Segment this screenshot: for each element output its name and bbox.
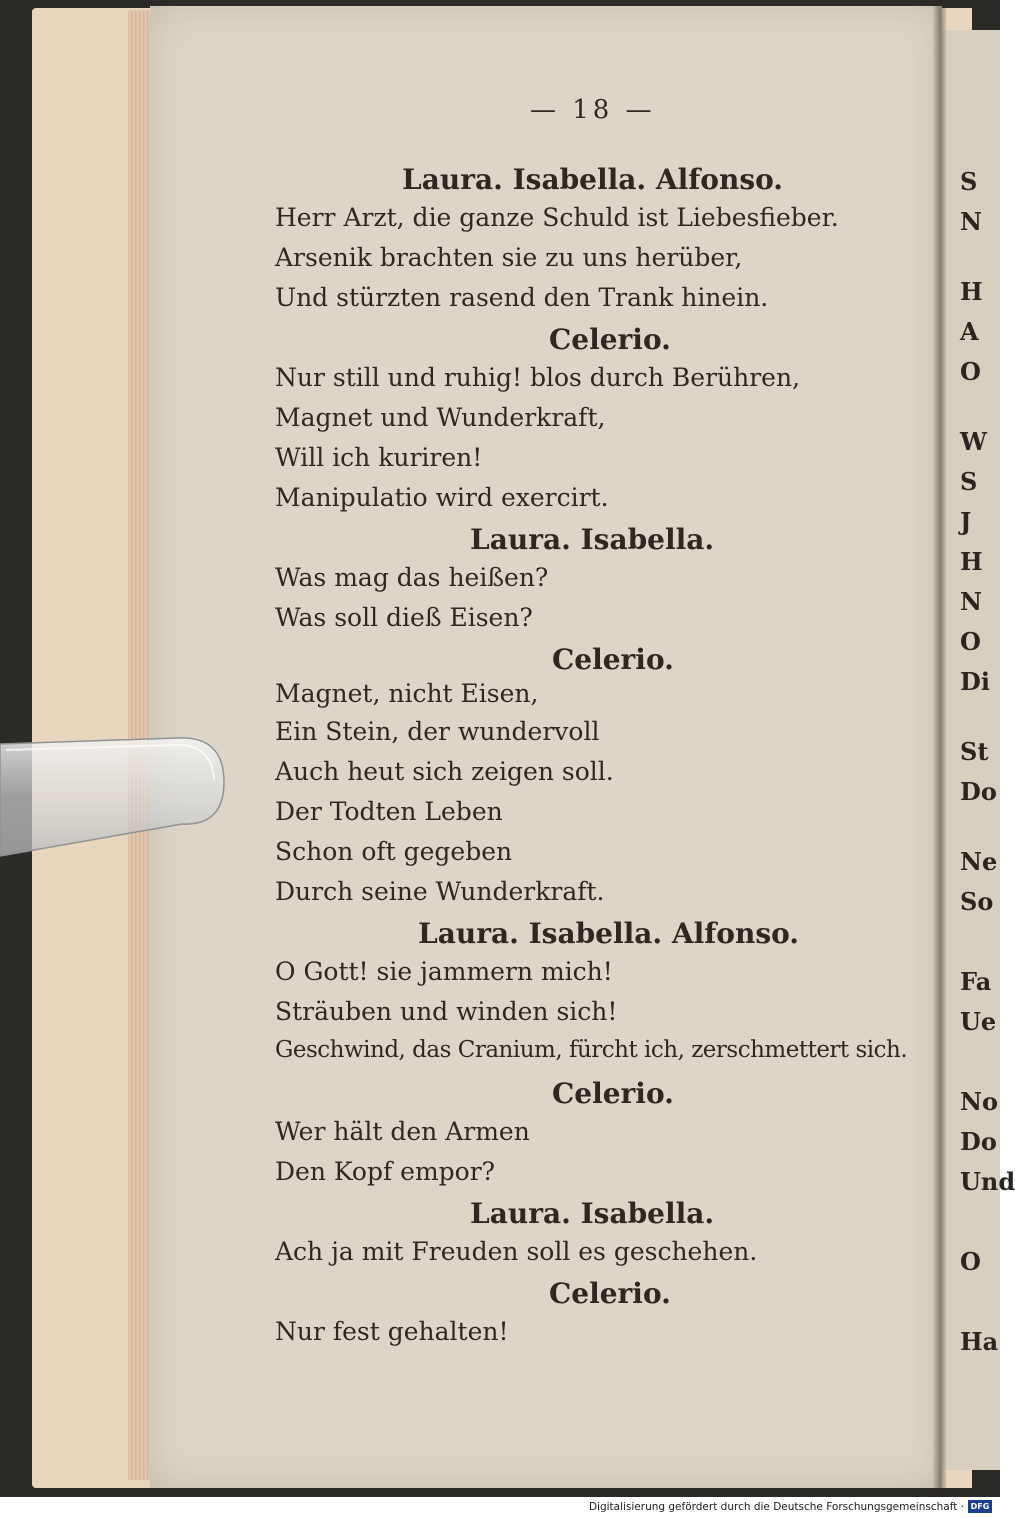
next-page-fragment: Di — [960, 667, 990, 696]
next-page-fragment: O — [960, 357, 981, 386]
verse-line: Magnet, nicht Eisen, — [275, 679, 539, 708]
next-page-fragment: Do — [960, 1127, 997, 1156]
next-page-fragment: H — [960, 547, 983, 576]
verse-line: Ach ja mit Freuden soll es geschehen. — [275, 1237, 758, 1266]
verse-line: Was soll dieß Eisen? — [275, 603, 533, 632]
verse-line: Will ich kuriren! — [275, 443, 483, 472]
next-page-fragment: N — [960, 207, 982, 236]
verse-line: Herr Arzt, die ganze Schuld ist Liebesfieber. — [275, 203, 839, 232]
speaker-heading: Celerio. — [549, 1277, 671, 1310]
verse-line: Was mag das heißen? — [275, 563, 549, 592]
next-page-fragment: No — [960, 1087, 998, 1116]
next-page-fragment: S — [960, 467, 978, 496]
page-number: — 18 — — [530, 95, 656, 125]
footer-credit: Digitalisierung gefördert durch die Deutsche Forschungsgemeinschaft · — [588, 1501, 964, 1513]
next-page-fragment: J — [960, 507, 972, 536]
next-page-fragment: St — [960, 737, 989, 766]
speaker-heading: Celerio. — [549, 323, 671, 356]
verse-line: Durch seine Wunderkraft. — [275, 877, 605, 906]
verse-line: Auch heut sich zeigen soll. — [275, 757, 614, 786]
verse-line: Nur still und ruhig! blos durch Berühren, — [275, 363, 801, 392]
next-page-fragment: H — [960, 277, 983, 306]
verse-line: Geschwind, das Cranium, fürcht ich, zerschmettert sich. — [275, 1037, 908, 1063]
next-page-fragment: Ue — [960, 1007, 997, 1036]
next-page-fragment: S — [960, 167, 978, 196]
verse-line: Nur fest gehalten! — [275, 1317, 509, 1346]
verse-line: Arsenik brachten sie zu uns herüber, — [275, 243, 743, 272]
verse-line: Und stürzten rasend den Trank hinein. — [275, 283, 769, 312]
verse-line: Den Kopf empor? — [275, 1157, 496, 1186]
verse-line: Magnet und Wunderkraft, — [275, 403, 606, 432]
next-page-fragment: N — [960, 587, 982, 616]
next-page-fragment: Ha — [960, 1327, 999, 1356]
book-gutter-shadow — [932, 0, 946, 1497]
verse-line: Ein Stein, der wundervoll — [275, 717, 600, 746]
verse-line: Sträuben und winden sich! — [275, 997, 618, 1026]
next-page-fragment: O — [960, 627, 981, 656]
speaker-heading: Celerio. — [552, 643, 674, 676]
speaker-heading: Laura. Isabella. — [470, 523, 715, 556]
verse-line: Wer hält den Armen — [275, 1117, 530, 1146]
acrylic-page-holder — [0, 736, 226, 864]
dfg-logo: DFG — [968, 1500, 992, 1513]
speaker-heading: Laura. Isabella. Alfonso. — [402, 163, 784, 196]
verse-line: Der Todten Leben — [275, 797, 503, 826]
next-page-fragment: O — [960, 1247, 981, 1276]
verse-line: Schon oft gegeben — [275, 837, 513, 866]
speaker-heading: Laura. Isabella. — [470, 1197, 715, 1230]
speaker-heading: Laura. Isabella. Alfonso. — [418, 917, 800, 950]
next-page-fragment: Fa — [960, 967, 992, 996]
next-page-fragment: A — [960, 317, 979, 346]
next-page-fragment: Und — [960, 1167, 1015, 1196]
next-page-fragment: Do — [960, 777, 997, 806]
verse-line: O Gott! sie jammern mich! — [275, 957, 613, 986]
next-page-fragment: So — [960, 887, 994, 916]
next-page-fragment: Ne — [960, 847, 998, 876]
next-page-fragment: W — [960, 427, 987, 456]
verse-line: Manipulatio wird exercirt. — [275, 483, 609, 512]
speaker-heading: Celerio. — [552, 1077, 674, 1110]
next-page-edge — [942, 30, 1015, 1470]
